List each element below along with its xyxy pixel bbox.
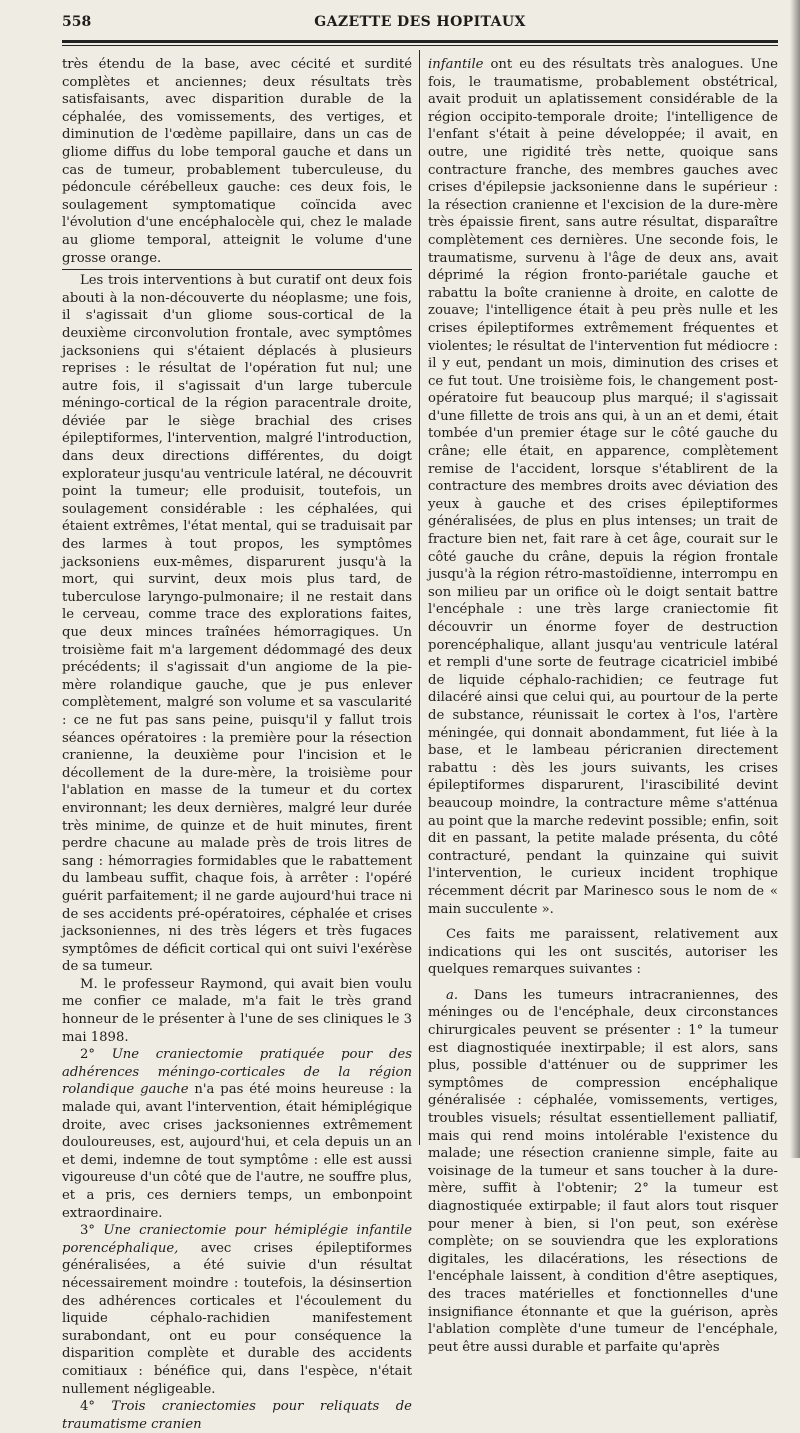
scan-edge-shadow xyxy=(790,0,800,1158)
paragraph-body: n'a pas été moins heureuse : la malade qui, avant l'intervention, était hémiplégique droite, avec crises jacksoniennes extrêmement douloureuses, est, aujourd'hui, et cela depuis un an et demi, indemne de tout symptôme : elle est aussi vigoureuse d'un côté que de l'autre, ne souffre plus, et a pris, ces derniers temps, un embonpoint extraordinaire. xyxy=(62,1082,412,1221)
paragraph-gap xyxy=(428,918,778,926)
paragraph xyxy=(62,1046,412,1222)
section-title: Trois craniectomies pour reliquats de traumatisme cranien xyxy=(62,1399,412,1432)
paragraph-body: avec crises épileptiformes généralisées, a été suivie d'un résultat nécessairement moindre : toutefois, la désinsertion des adhérences corticales et l'écoulement du liquide céphalo-rachidien manifestement surabondant, ont eu pour conséquence la disparition complète et durable des accidents comitiaux : bénéfice qui, dans l'espèce, n'était nullement négligeable. xyxy=(62,1240,412,1397)
page-header xyxy=(62,14,778,36)
paragraph xyxy=(428,56,778,918)
journal-title: GAZETTE DES HOPITAUX xyxy=(314,14,526,30)
paragraph: Ces faits me paraissent, relativement aux indications qui les ont suscités, autoriser les quelques remarques suivantes : xyxy=(428,927,778,978)
list-letter: a. xyxy=(446,987,459,1003)
paragraph xyxy=(62,1222,412,1398)
list-number: 2° xyxy=(80,1047,112,1063)
header-rule-thin xyxy=(62,45,778,46)
right-column xyxy=(428,56,778,1355)
paragraph-body: ont eu des résultats très analogues. Une fois, le traumatisme, probablement obstétrical, avait produit un aplatissement considérable de la région occipito-temporale droite; l'intelligence de l'enfant s'était à peine développée; il avait, en outre, une rigidité très nette, quoique sans contracture franche, des membres gauches avec crises d'épilepsie jacksonienne dans le supérieur : la résection cranienne et l'excision de la dure-mère très épaissie firent, sans autre résultat, disparaître complètement ces dernières. Une seconde fois, le traumatisme, survenu à l'âge de deux ans, avait déprimé la région fronto-pariétale gauche et rabattu la boîte cranienne à droite, en calotte de zouave; l'intelligence était à peu près nulle et les crises épileptiformes extrêmement fréquentes et violentes; le résultat de l'intervention fut médiocre : il y eut, pendant un mois, diminution des crises et ce fut tout. Une troisième fois, le changement post-opératoire fut beaucoup plus marqué; il s'agissait d'une fillette de trois ans qui, à un an et demi, était tombée d'un premier étage sur le côté gauche du crâne; elle était, en apparence, complètement remise de l'accident, lorsque s'établirent de la contracture des membres droits avec déviation des yeux à gauche et des crises épileptiformes généralisées, de plus en plus intenses; un trait de fracture bien net, fait rare à cet âge, courait sur le côté gauche du crâne, depuis la région frontale jusqu'à la région rétro-mastoïdienne, interrompu en son milieu par un orifice où le doigt sentait battre l'encéphale : une très large craniectomie fit découvrir un énorme foyer de destruction porencéphalique, allant jusqu'au ventricule latéral et rempli d'une sorte de feutrage cicatriciel imbibé de liquide céphalo-rachidien; ce feutrage fut dilacéré ainsi que celui qui, au pourtour de la perte de substance, réunissait le cortex à l'os, l'artère méningée, qui donnait abondamment, fut liée à la base, et le lambeau péricranien directement rabattu : dès les jours suivants, les crises épileptiformes disparurent, l'irascibilité devint beaucoup moindre, la contracture même s'atténua au point que la marche redevint possible; enfin, soit dit en passant, la petite malade présenta, du côté contracturé, pendant la quinzaine qui suivit l'intervention, le curieux incident trophique récemment décrit par Marinesco sous le nom de « main succulente ». xyxy=(428,57,778,917)
list-number: 4° xyxy=(80,1399,112,1415)
column-divider xyxy=(419,50,420,1145)
paragraph: Les trois interventions à but curatif ont deux fois abouti à la non-découverte du néoplasme; une fois, il s'agissait d'un gliome sous-cortical de la deuxième circonvolution frontale, avec symptômes jacksoniens qui s'étaient déplacés à plusieurs reprises : le résultat de l'opération fut nul; une autre fois, il s'agissait d'un large tubercule méningo-cortical de la région paracentrale droite, déviée par le siège brachial des crises épileptiformes, l'intervention, malgré l'introduction, dans deux directions différentes, du doigt explorateur jusqu'au ventricule latéral, ne découvrit point la tumeur; elle produisit, toutefois, un soulagement considérable : les céphalées, qui étaient extrêmes, l'état mental, qui se traduisait par des larmes à tout propos, les symptômes jacksoniens eux-mêmes, disparurent jusqu'à la mort, qui survint, deux mois plus tard, de tuberculose laryngo-pulmonaire; il ne restait dans le cerveau, comme trace des explorations faites, que deux minces traînées hémorragiques. Un troisième fait m'a largement dédommagé des deux précédents; il s'agissait d'un angiome de la pie-mère rolandique gauche, que je pus enlever complètement, malgré son volume et sa vascularité : ce ne fut pas sans peine, puisqu'il y fallut trois séances opératoires : la première pour la résection cranienne, la deuxième pour l'incision et le décollement de la dure-mère, la troisième pour l'ablation en masse de la tumeur et du cortex environnant; les deux dernières, malgré leur durée très minime, de quinze et de huit minutes, firent perdre chacune au malade près de trois litres de sang : hémorragies formidables que le rabattement du lambeau suffit, chaque fois, à arrêter : l'opéré guérit parfaitement; il ne garde aujourd'hui trace ni de ses accidents pré-opératoires, céphalée et crises jacksoniennes, ni des très légers et très fugaces symptômes de déficit cortical qui ont suivi l'exérèse de sa tumeur. xyxy=(62,273,412,975)
section-title: Une craniectomie pour hémiplégie infantile porencéphalique, xyxy=(62,1223,412,1256)
paragraph xyxy=(62,1398,412,1433)
section-title-continued: infantile xyxy=(428,57,484,72)
section-title: Une craniectomie pratiquée pour des adhérences méningo-corticales de la région rolandique gauche xyxy=(62,1047,412,1098)
paragraph: très étendu de la base, avec cécité et surdité complètes et anciennes; deux résultats très satisfaisants, avec disparition durable de la céphalée, des vomissements, des vertiges, et diminution de l'œdème papillaire, dans un cas de gliome diffus du lobe temporal gauche et dans un cas de tumeur, probablement tuberculeuse, du pédoncule cérébelleux gauche: ces deux fois, le soulagement symptomatique coïncida avec l'évolution d'une encéphalocèle qui, chez le malade au gliome temporal, atteignit le volume d'une grosse orange. xyxy=(62,57,412,266)
intro-block xyxy=(62,56,412,270)
paragraph-gap xyxy=(428,979,778,987)
paragraph: M. le professeur Raymond, qui avait bien voulu me confier ce malade, m'a fait le très grand honneur de le présenter à l'une de ses cliniques le 3 mai 1898. xyxy=(62,976,412,1045)
paragraph-body: Dans les tumeurs intracraniennes, des méninges ou de l'encéphale, deux circonstances chirurgicales peuvent se présenter : 1° la tumeur est diagnostiquée inextirpable; il est alors, sans plus, possible d'atténuer ou de supprimer les symptômes de compression encéphalique généralisée : céphalée, vomissements, vertiges, troubles visuels; résultat essentiellement palliatif, mais qui rend moins intolérable l'existence du malade; une résection cranienne simple, faite au voisinage de la tumeur et sans toucher à la dure-mère, suffit à l'obtenir; 2° la tumeur est diagnostiquée extirpable; il faut alors tout risquer pour mener à bien, si l'on peut, son exérèse complète; on se souviendra que les explorations digitales, les dilacérations, les résections de l'encéphale laissent, à condition d'être aseptiques, des traces matérielles et fonctionnelles d'une insignifiance étonnante et que la guérison, après l'ablation complète d'une tumeur de l'encéphale, peut être aussi durable et parfaite qu'après xyxy=(428,987,778,1355)
page-number: 558 xyxy=(62,14,92,30)
list-number: 3° xyxy=(80,1223,104,1239)
paragraph xyxy=(428,987,778,1356)
header-rule-thick xyxy=(62,40,778,43)
left-column xyxy=(62,56,412,1432)
